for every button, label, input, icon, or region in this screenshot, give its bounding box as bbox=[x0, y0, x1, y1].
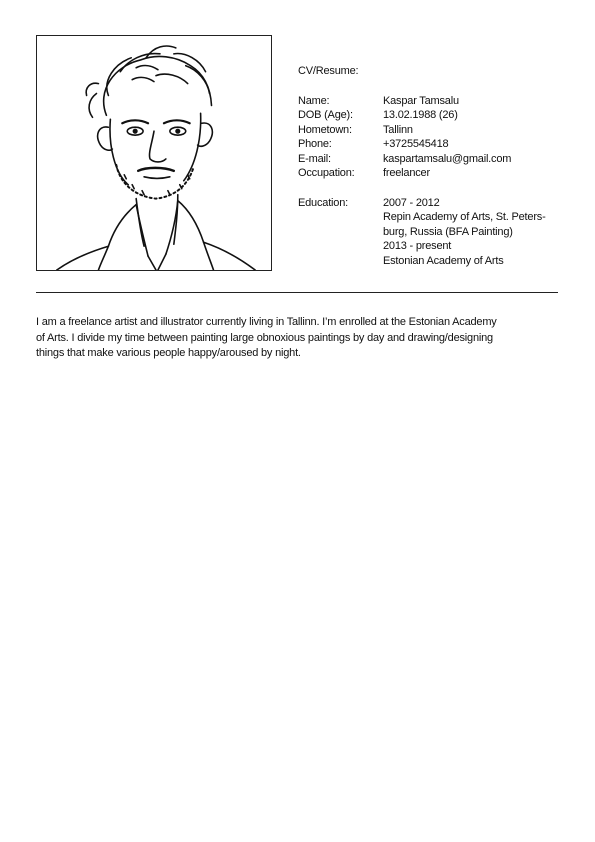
field-value: 13.02.1988 (26) bbox=[383, 109, 458, 121]
portrait-drawing bbox=[37, 36, 271, 270]
field-label: Education: bbox=[298, 196, 348, 209]
field-dob bbox=[298, 108, 568, 123]
field-value: freelancer bbox=[383, 167, 430, 179]
field-name bbox=[298, 94, 568, 109]
education-line: burg, Russia (BFA Painting) bbox=[383, 225, 513, 238]
education-line: Repin Academy of Arts, St. Peters- bbox=[383, 211, 546, 223]
field-phone bbox=[298, 137, 568, 152]
field-value: kaspartamsalu@gmail.com bbox=[383, 152, 512, 165]
field-label: Hometown: bbox=[298, 123, 352, 136]
field-label: E-mail: bbox=[298, 152, 331, 165]
bio-line: I am a freelance artist and illustrator currently living in Tallinn. I’m enrolled at the Estonian Academy bbox=[36, 316, 497, 328]
field-label: Occupation: bbox=[298, 167, 355, 179]
education-line: Estonian Academy of Arts bbox=[383, 254, 504, 267]
cv-info-block bbox=[298, 64, 568, 268]
bio-line: things that make various people happy/aroused by night. bbox=[36, 347, 301, 359]
education-list bbox=[383, 196, 568, 269]
field-hometown bbox=[298, 123, 568, 138]
field-value: Kaspar Tamsalu bbox=[383, 94, 459, 107]
field-value: Tallinn bbox=[383, 123, 413, 136]
divider bbox=[36, 292, 558, 293]
bio-paragraph bbox=[36, 315, 564, 362]
field-email bbox=[298, 152, 568, 167]
field-label: Name: bbox=[298, 94, 330, 107]
education-line: 2013 - present bbox=[383, 240, 452, 252]
field-label: Phone: bbox=[298, 138, 332, 150]
education-line: 2007 - 2012 bbox=[383, 196, 440, 209]
cv-title: CV/Resume: bbox=[298, 65, 359, 77]
bio-line: of Arts. I divide my time between painting large obnoxious paintings by day and drawing/designing bbox=[36, 331, 493, 344]
portrait-illustration bbox=[36, 35, 272, 271]
field-value: +3725545418 bbox=[383, 138, 449, 150]
field-education bbox=[298, 196, 568, 269]
field-occupation bbox=[298, 166, 568, 181]
field-label: DOB (Age): bbox=[298, 109, 353, 121]
